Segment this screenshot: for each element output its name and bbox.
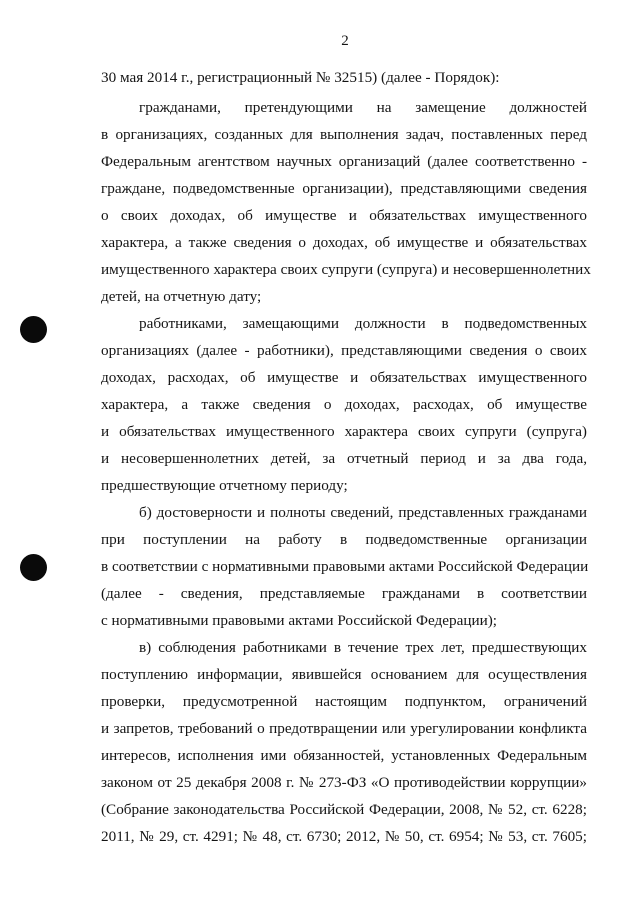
- text-line: детей, на отчетную дату;: [101, 288, 262, 305]
- text-line: Федеральным агентством научных организаций (далее соответственно -: [101, 153, 587, 170]
- text-line: 30 мая 2014 г., регистрационный № 32515) (далее - Порядок):: [101, 69, 500, 86]
- text-line: имущественного характера своих супруги (супруга) и несовершеннолетних: [101, 261, 591, 278]
- text-line: и запретов, требований о предотвращении или урегулировании конфликта: [101, 720, 587, 737]
- text-line: и несовершеннолетних детей, за отчетный период и за два года,: [101, 450, 587, 467]
- text-line: характера, а также сведения о доходах, об имуществе и обязательствах: [101, 234, 587, 251]
- text-line: доходах, расходах, об имуществе и обязательствах имущественного: [101, 369, 587, 386]
- text-line: поступлению информации, явившейся основанием для осуществления: [101, 666, 587, 683]
- text-line: б) достоверности и полноты сведений, представленных гражданами: [139, 504, 587, 521]
- punch-hole-mark: [20, 554, 47, 581]
- text-line: в) соблюдения работниками в течение трех лет, предшествующих: [139, 639, 587, 656]
- text-line: граждане, подведомственные организации), представляющими сведения: [101, 180, 587, 197]
- text-line: гражданами, претендующими на замещение должностей: [139, 99, 587, 116]
- text-line: (Собрание законодательства Российской Федерации, 2008, № 52, ст. 6228;: [101, 801, 587, 818]
- text-line: проверки, предусмотренной настоящим подпунктом, ограничений: [101, 693, 587, 710]
- text-line: в организациях, созданных для выполнения задач, поставленных перед: [101, 126, 587, 143]
- text-line: интересов, исполнения ими обязанностей, установленных Федеральным: [101, 747, 587, 764]
- text-line: законом от 25 декабря 2008 г. № 273-ФЗ «О противодействии коррупции»: [101, 774, 587, 791]
- text-line: характера, а также сведения о доходах, расходах, об имуществе: [101, 396, 587, 413]
- page-number: 2: [341, 33, 349, 49]
- punch-hole-mark: [20, 316, 47, 343]
- text-line: с нормативными правовыми актами Российской Федерации);: [101, 612, 497, 629]
- text-line: работниками, замещающими должности в подведомственных: [139, 315, 587, 332]
- text-line: 2011, № 29, ст. 4291; № 48, ст. 6730; 2012, № 50, ст. 6954; № 53, ст. 7605;: [101, 828, 587, 845]
- text-line: и обязательствах имущественного характера своих супруги (супруга): [101, 423, 587, 440]
- text-line: в соответствии с нормативными правовыми актами Российской Федерации: [101, 558, 589, 575]
- text-line: предшествующие отчетному периоду;: [101, 477, 348, 494]
- text-line: (далее - сведения, представляемые гражданами в соответствии: [101, 585, 587, 602]
- text-line: организациях (далее - работники), представляющими сведения о своих: [101, 342, 587, 359]
- text-line: при поступлении на работу в подведомственные организации: [101, 531, 587, 548]
- text-line: о своих доходах, об имуществе и обязательствах имущественного: [101, 207, 587, 224]
